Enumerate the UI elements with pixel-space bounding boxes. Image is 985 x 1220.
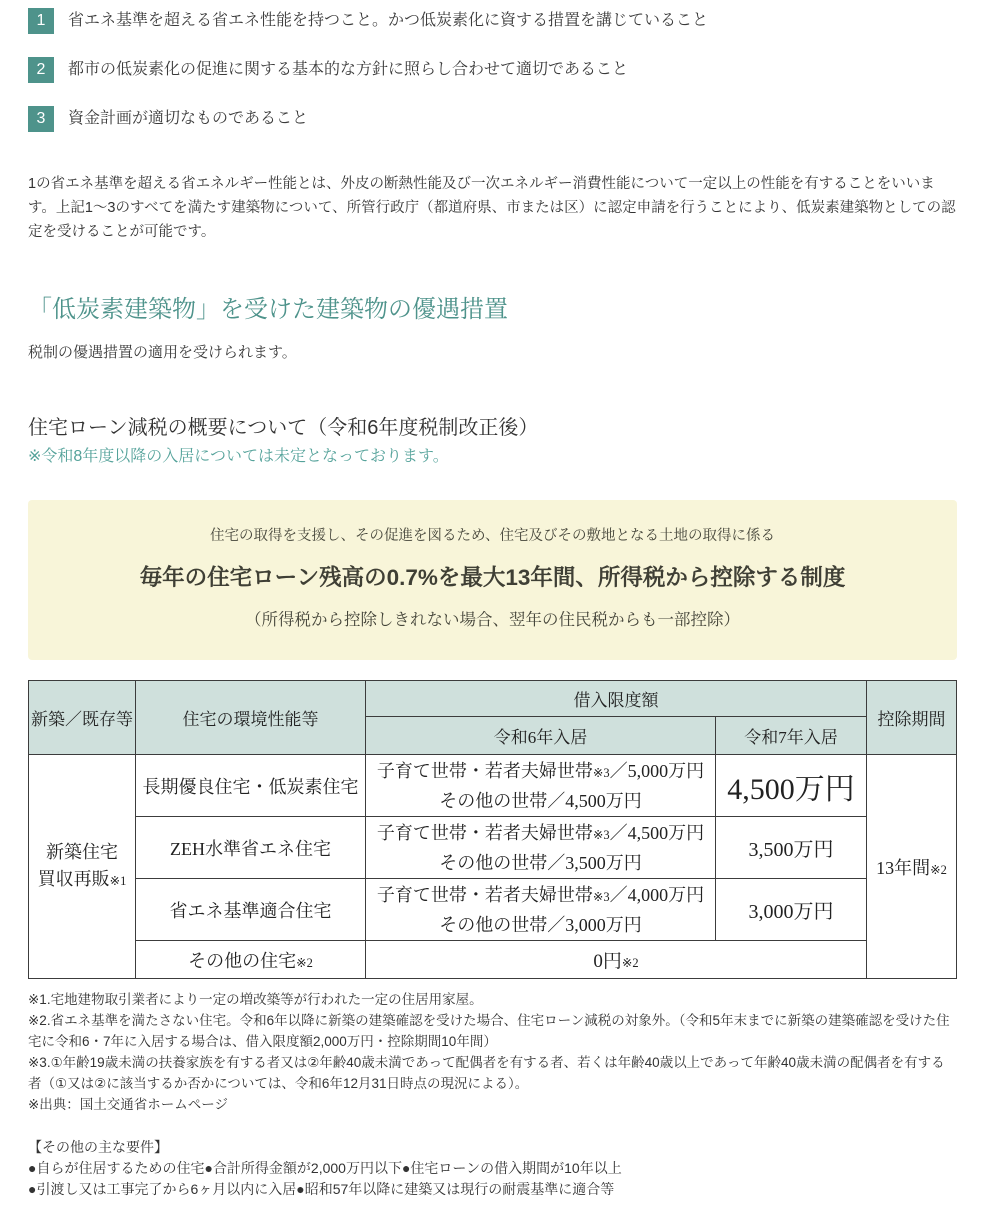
other-housing-label: その他の住宅 [188,950,297,971]
subsection-title: 住宅ローン減税の概要について（令和6年度税制改正後） [28,417,539,439]
group-line-2: 買収再販 [37,868,110,889]
footnote-source: ※出典：国土交通省ホームページ [28,1097,229,1112]
highlight-line-3: （所得税から控除しきれない場合、翌年の住民税からも一部控除） [245,611,740,629]
period-ref: ※2 [930,862,947,877]
requirement-item-2 [28,57,957,83]
cell-performance-shoene: 省エネ基準適合住宅 [136,879,366,941]
loan-deduction-table [28,680,957,979]
limit-household-ref: ※3 [592,765,610,780]
table-row-zeh [29,817,957,879]
limit-household-ref: ※3 [592,889,610,904]
limit-household-text: 子育て世帯・若者夫婦世帯 [376,884,593,905]
cell-limit-r7-shoene: 3,000万円 [716,879,867,941]
highlight-box [28,500,957,660]
highlight-line-1: 住宅の取得を支援し、その促進を図るため、住宅及びその敷地となる土地の取得に係る [210,528,775,544]
section-heading: 「低炭素建築物」を受けた建築物の優遇措置 [28,296,508,323]
cell-limit-r6-shoene [366,879,716,941]
header-new-existing: 新築／既存等 [29,681,136,755]
cell-group-label [29,755,136,979]
cell-limit-r7-zeh: 3,500万円 [716,817,867,879]
limit-household-ref: ※3 [592,827,610,842]
other-requirements-line-2: ●引渡し又は工事完了から6ヶ月以内に入居●昭和57年以降に建築又は現行の耐震基準に適合等 [28,1181,615,1197]
cell-limit-r6-zeh [366,817,716,879]
cell-limit-other [366,941,867,979]
limit-other-households: その他の世帯／4,500万円 [439,790,642,811]
header-performance: 住宅の環境性能等 [136,681,366,755]
requirement-text-2: 都市の低炭素化の促進に関する基本的な方針に照らし合わせて適切であること [68,61,629,78]
header-deduction-period: 控除期間 [867,681,957,755]
subsection-note: ※令和8年度以降の入居については未定となっております。 [28,448,449,465]
limit-household-amount: ／5,000万円 [609,760,705,781]
footnote-2: ※2.省エネ基準を満たさない住宅。令和6年以降に新築の建築確認を受けた場合、住宅ローン減税の対象外。（令和5年末までに新築の建築確認を受けた住宅に令和6・7年に入居する場合は、借入限度額2,000万円・控除期間10年間） [28,1013,950,1049]
requirement-item-3 [28,106,957,132]
cell-limit-r6-choki [366,755,716,817]
requirement-item-1 [28,8,957,34]
header-reiwa7: 令和7年入居 [716,717,867,755]
number-badge-3: 3 [28,106,54,132]
cell-performance-other [136,941,366,979]
cell-limit-r7-choki: 4,500万円 [716,755,867,817]
requirement-text-3: 資金計画が適切なものであること [68,110,309,127]
section-lead: 税制の優遇措置の適用を受けられます。 [28,344,297,361]
highlight-line-2: 毎年の住宅ローン残高の0.7%を最大13年間、所得税から控除する制度 [139,565,846,590]
limit-other-households: その他の世帯／3,000万円 [439,914,642,935]
requirement-text-1: 省エネ基準を超える省エネ性能を持つこと。かつ低炭素化に資する措置を講じていること [68,12,709,29]
other-housing-ref: ※2 [296,955,313,970]
group-ref: ※1 [109,873,127,888]
intro-paragraph: 1の省エネ基準を超える省エネルギー性能とは、外皮の断熱性能及び一次エネルギー消費性能について一定以上の性能を有することをいいます。上記1～3のすべてを満たす建築物について、所管行政庁（都道府県、市または区）に認定申請を行うことにより、低炭素建築物としての認定を受けることが可能です。 [28,176,956,240]
footnote-1: ※1.宅地建物取引業者により一定の増改築等が行われた一定の住居用家屋。 [28,992,483,1007]
number-badge-2: 2 [28,57,54,83]
number-badge-1: 1 [28,8,54,34]
header-reiwa6: 令和6年入居 [366,717,716,755]
footnote-3: ※3.①年齢19歳未満の扶養家族を有する者又は②年齢40歳未満であって配偶者を有する者、若くは年齢40歳以上であって年齢40歳未満の配偶者を有する者（①又は②に該当するか否かについては、令和6年12月31日時点の現況による）。 [28,1055,945,1091]
table-row-other [29,941,957,979]
cell-performance-choki: 長期優良住宅・低炭素住宅 [136,755,366,817]
table-row-shoene [29,879,957,941]
other-amount: 0円 [593,951,622,972]
cell-deduction-period [867,755,957,979]
cell-performance-zeh: ZEH水準省エネ住宅 [136,817,366,879]
limit-other-households: その他の世帯／3,500万円 [439,852,642,873]
limit-household-amount: ／4,000万円 [609,884,705,905]
other-requirements-heading: 【その他の主な要件】 [28,1139,168,1155]
limit-household-amount: ／4,500万円 [609,822,705,843]
table-row-choki [29,755,957,817]
footnotes [28,989,957,1115]
other-amount-ref: ※2 [621,956,639,970]
table-header-row-top [29,681,957,717]
other-requirements-line-1: ●自らが住居するための住宅●合計所得金額が2,000万円以下●住宅ローンの借入期間が10年以上 [28,1160,622,1176]
period-value: 13年間 [876,857,931,878]
limit-household-text: 子育て世帯・若者夫婦世帯 [376,822,593,843]
other-requirements [28,1137,957,1200]
header-loan-limit: 借入限度額 [366,681,867,717]
group-line-1: 新築住宅 [46,841,118,862]
requirements-list [28,8,957,132]
limit-household-text: 子育て世帯・若者夫婦世帯 [376,760,593,781]
